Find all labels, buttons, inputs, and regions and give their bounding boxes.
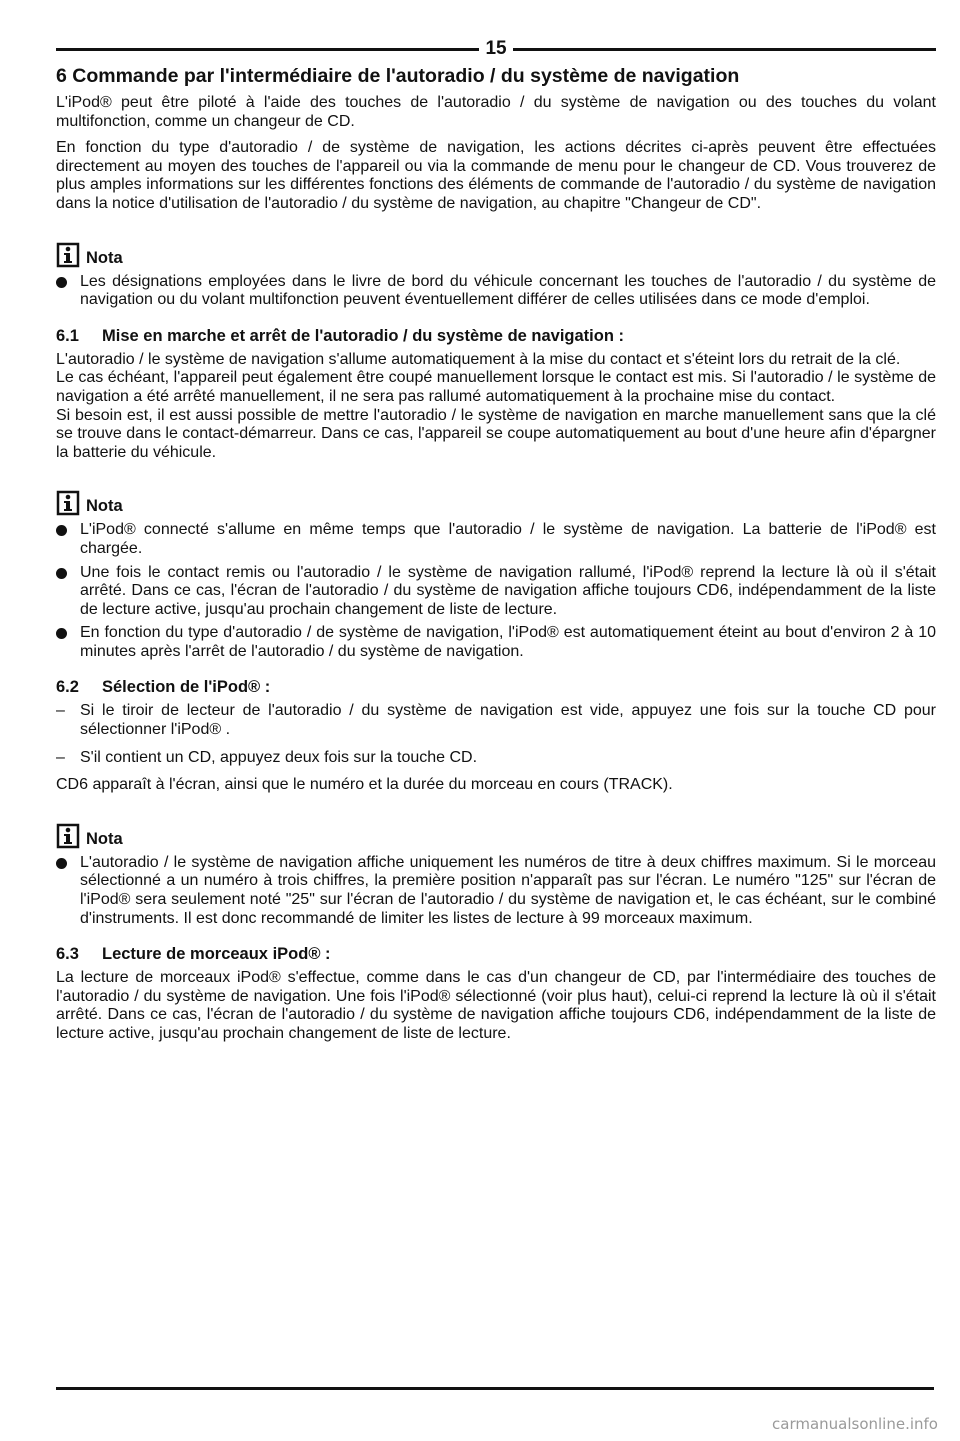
subsection-6-2-title: 6.2 Sélection de l'iPod® : <box>56 678 271 697</box>
intro-paragraph-1: L'iPod® peut être piloté à l'aide des touches de l'autoradio / du système de navigation ou des touches du volant multifonction, comme un changeur de CD. <box>56 94 936 130</box>
page <box>56 36 936 1052</box>
list-item: Une fois le contact remis ou l'autoradio / le système de navigation rallumé, l'iPod® reprend la lecture là où il s'était arrêté. Dans ce cas, l'écran de l'autoradio / du système de navigation affiche toujours CD6, indépendamment de la liste de lecture active, jusqu'au prochain changement de liste de lecture. <box>56 564 936 620</box>
page-number: 15 <box>485 38 507 59</box>
s62-steps <box>56 702 936 767</box>
nota-3-list <box>56 854 936 928</box>
subsection-6-1-title: 6.1 Mise en marche et arrêt de l'autoradio / du système de navigation : <box>56 326 624 345</box>
intro-paragraph-2: En fonction du type d'autoradio / de système de navigation, les actions décrites ci-après peuvent être effectuées directement au moyen des touches de l'appareil ou via la commande de menu pour le changeur de CD. Vous trouverez de plus amples informations sur les différentes fonctions des éléments de commande de l'autoradio / du système de navigation dans la notice d'utilisation de l'autoradio / du système de navigation, au chapitre "Changeur de CD". <box>56 139 936 212</box>
s61-line-1: L'autoradio / le système de navigation s'allume automatiquement à la mise du contact et s'éteint lors du retrait de la clé. <box>56 350 901 368</box>
nota-1-list <box>56 273 936 310</box>
s62-after: CD6 apparaît à l'écran, ainsi que le numéro et la durée du morceau en cours (TRACK). <box>56 776 673 794</box>
section-title: 6 Commande par l'intermédiaire de l'autoradio / du système de navigation <box>56 65 740 87</box>
header-rule-left <box>56 48 479 51</box>
info-icon <box>56 242 80 268</box>
footer-rule <box>56 1387 934 1390</box>
s63-paragraph: La lecture de morceaux iPod® s'effectue, comme dans le cas d'un changeur de CD, par l'intermédiaire des touches de l'autoradio / du système de navigation. Une fois l'iPod® sélectionné (voir plus haut), celui-ci reprend la lecture là où il s'était arrêté. Dans ce cas, l'écran de l'autoradio / du système de navigation affiche toujours CD6, indépendamment de la liste de lecture active, jusqu'au prochain changement de liste de lecture. <box>56 969 936 1042</box>
nota-heading <box>56 486 936 516</box>
subsection-6-3-title: 6.3 Lecture de morceaux iPod® : <box>56 945 331 964</box>
header-rule-right <box>513 48 936 51</box>
list-item: L'autoradio / le système de navigation affiche uniquement les numéros de titre à deux chiffres maximum. Si le morceau sélectionné a un numéro à trois chiffres, la première position n'apparaît pas sur l'écran. Le numéro "125" sur l'écran de l'iPod® sera seulement noté "25" sur l'écran de l'autoradio / du système de navigation et, le cas échéant, sur le combiné d'instruments. Il est donc recommandé de limiter les listes de lecture à 99 morceaux maximum. <box>56 854 936 928</box>
watermark[interactable]: carmanualsonline.info <box>772 1415 938 1433</box>
list-item: – S'il contient un CD, appuyez deux fois sur la touche CD. <box>56 749 936 768</box>
page-header <box>56 36 936 62</box>
nota-heading <box>56 819 936 849</box>
list-item: L'iPod® connecté s'allume en même temps que l'autoradio / le système de navigation. La batterie de l'iPod® est chargée. <box>56 521 936 558</box>
nota-label: Nota <box>86 829 123 848</box>
list-item: – Si le tiroir de lecteur de l'autoradio / du système de navigation est vide, appuyez une fois sur la touche CD pour sélectionner l'iPod® . <box>56 702 936 739</box>
nota-label: Nota <box>86 497 123 516</box>
nota-heading <box>56 238 936 268</box>
list-item: En fonction du type d'autoradio / de système de navigation, l'iPod® est automatiquement éteint au bout d'environ 2 à 10 minutes après l'arrêt de l'autoradio / du système de navigation. <box>56 624 936 661</box>
nota-2-list <box>56 521 936 661</box>
list-item: Les désignations employées dans le livre de bord du véhicule concernant les touches de l'autoradio / du système de navigation ou du volant multifonction peuvent éventuellement différer de celles utilisées dans ce mode d'emploi. <box>56 273 936 310</box>
s61-line-2: Le cas échéant, l'appareil peut également être coupé manuellement lorsque le contact est mis. Si l'autoradio / le système de navigation a été arrêté manuellement, il ne sera pas rallumé automatiquement à la prochaine mise du contact. <box>56 369 936 405</box>
info-icon <box>56 823 80 849</box>
s61-line-3: Si besoin est, il est aussi possible de mettre l'autoradio / le système de navigation en marche manuellement sans que la clé se trouve dans le contact-démarreur. Dans ce cas, l'appareil se coupe automatiquement au bout d'une heure afin d'épargner la batterie du véhicule. <box>56 406 936 461</box>
nota-label: Nota <box>86 248 123 267</box>
info-icon <box>56 490 80 516</box>
